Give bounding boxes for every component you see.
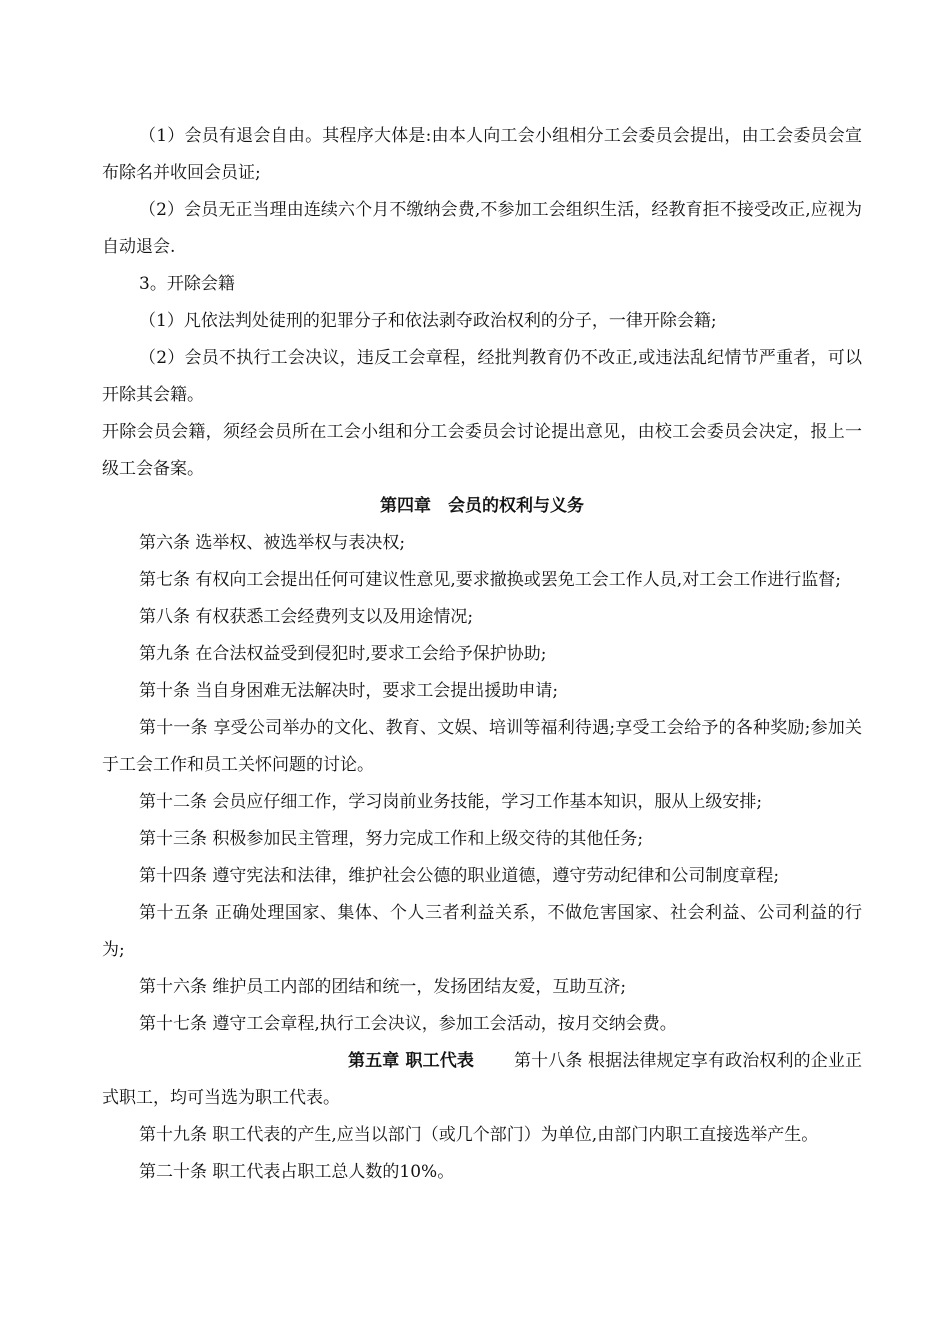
article-11: 第十一条 享受公司举办的文化、教育、文娱、培训等福利待遇;享受工会给予的各种奖励;参加关于工会工作和员工关怀问题的讨论。 xyxy=(102,718,862,775)
document-page xyxy=(102,118,862,1191)
article-17: 第十七条 遵守工会章程,执行工会决议，参加工会活动，按月交纳会费。 xyxy=(139,1014,677,1034)
article-13: 第十三条 积极参加民主管理，努力完成工作和上级交待的其他任务; xyxy=(139,829,644,849)
paragraph-expulsion-violation: （2）会员不执行工会决议，违反工会章程，经批判教育仍不改正,或违法乱纪情节严重者，可以开除其会籍。 xyxy=(102,348,862,405)
article-18: 第十八条 根据法律规定享有政治权利的企业正式职工，均可当选为职工代表。 xyxy=(102,1051,862,1108)
paragraph-expulsion-procedure: 开除会员会籍，须经会员所在工会小组和分工会委员会讨论提出意见，由校工会委员会决定，报上一级工会备案。 xyxy=(102,422,862,479)
article-16: 第十六条 维护员工内部的团结和统一，发扬团结友爱，互助互济; xyxy=(139,977,627,997)
paragraph-expulsion-criminal: （1）凡依法判处徒刑的犯罪分子和依法剥夺政治权利的分子，一律开除会籍; xyxy=(139,311,717,331)
article-19: 第十九条 职工代表的产生,应当以部门（或几个部门）为单位,由部门内职工直接选举产生。 xyxy=(139,1125,819,1145)
article-6: 第六条 选举权、被选举权与表决权; xyxy=(139,533,406,553)
article-14: 第十四条 遵守宪法和法律，维护社会公德的职业道德，遵守劳动纪律和公司制度章程; xyxy=(139,866,780,886)
article-8: 第八条 有权获悉工会经费列支以及用途情况; xyxy=(139,607,474,627)
article-7: 第七条 有权向工会提出任何可建议性意见,要求撤换或罢免工会工作人员,对工会工作进行监督; xyxy=(139,570,841,590)
article-9: 第九条 在合法权益受到侵犯时,要求工会给予保护协助; xyxy=(139,644,547,664)
chapter-5-heading: 第五章 职工代表 xyxy=(348,1051,474,1071)
paragraph-automatic-withdrawal: （2）会员无正当理由连续六个月不缴纳会费,不参加工会组织生活，经教育拒不接受改正,应视为自动退会. xyxy=(102,200,862,257)
chapter-4-heading: 第四章 会员的权利与义务 xyxy=(380,496,584,516)
article-20: 第二十条 职工代表占职工总人数的10%。 xyxy=(139,1162,455,1182)
article-12: 第十二条 会员应仔细工作，学习岗前业务技能，学习工作基本知识，服从上级安排; xyxy=(139,792,763,812)
paragraph-withdrawal-freedom: （1）会员有退会自由。其程序大体是:由本人向工会小组相分工会委员会提出，由工会委员会宣布除名并收回会员证; xyxy=(102,126,862,183)
paragraph-expulsion-heading: 3。开除会籍 xyxy=(139,274,235,294)
article-15: 第十五条 正确处理国家、集体、个人三者利益关系，不做危害国家、社会利益、公司利益的行为; xyxy=(102,903,862,960)
chapter-5-paragraph xyxy=(102,1043,862,1117)
article-10: 第十条 当自身困难无法解决时，要求工会提出援助申请; xyxy=(139,681,559,701)
